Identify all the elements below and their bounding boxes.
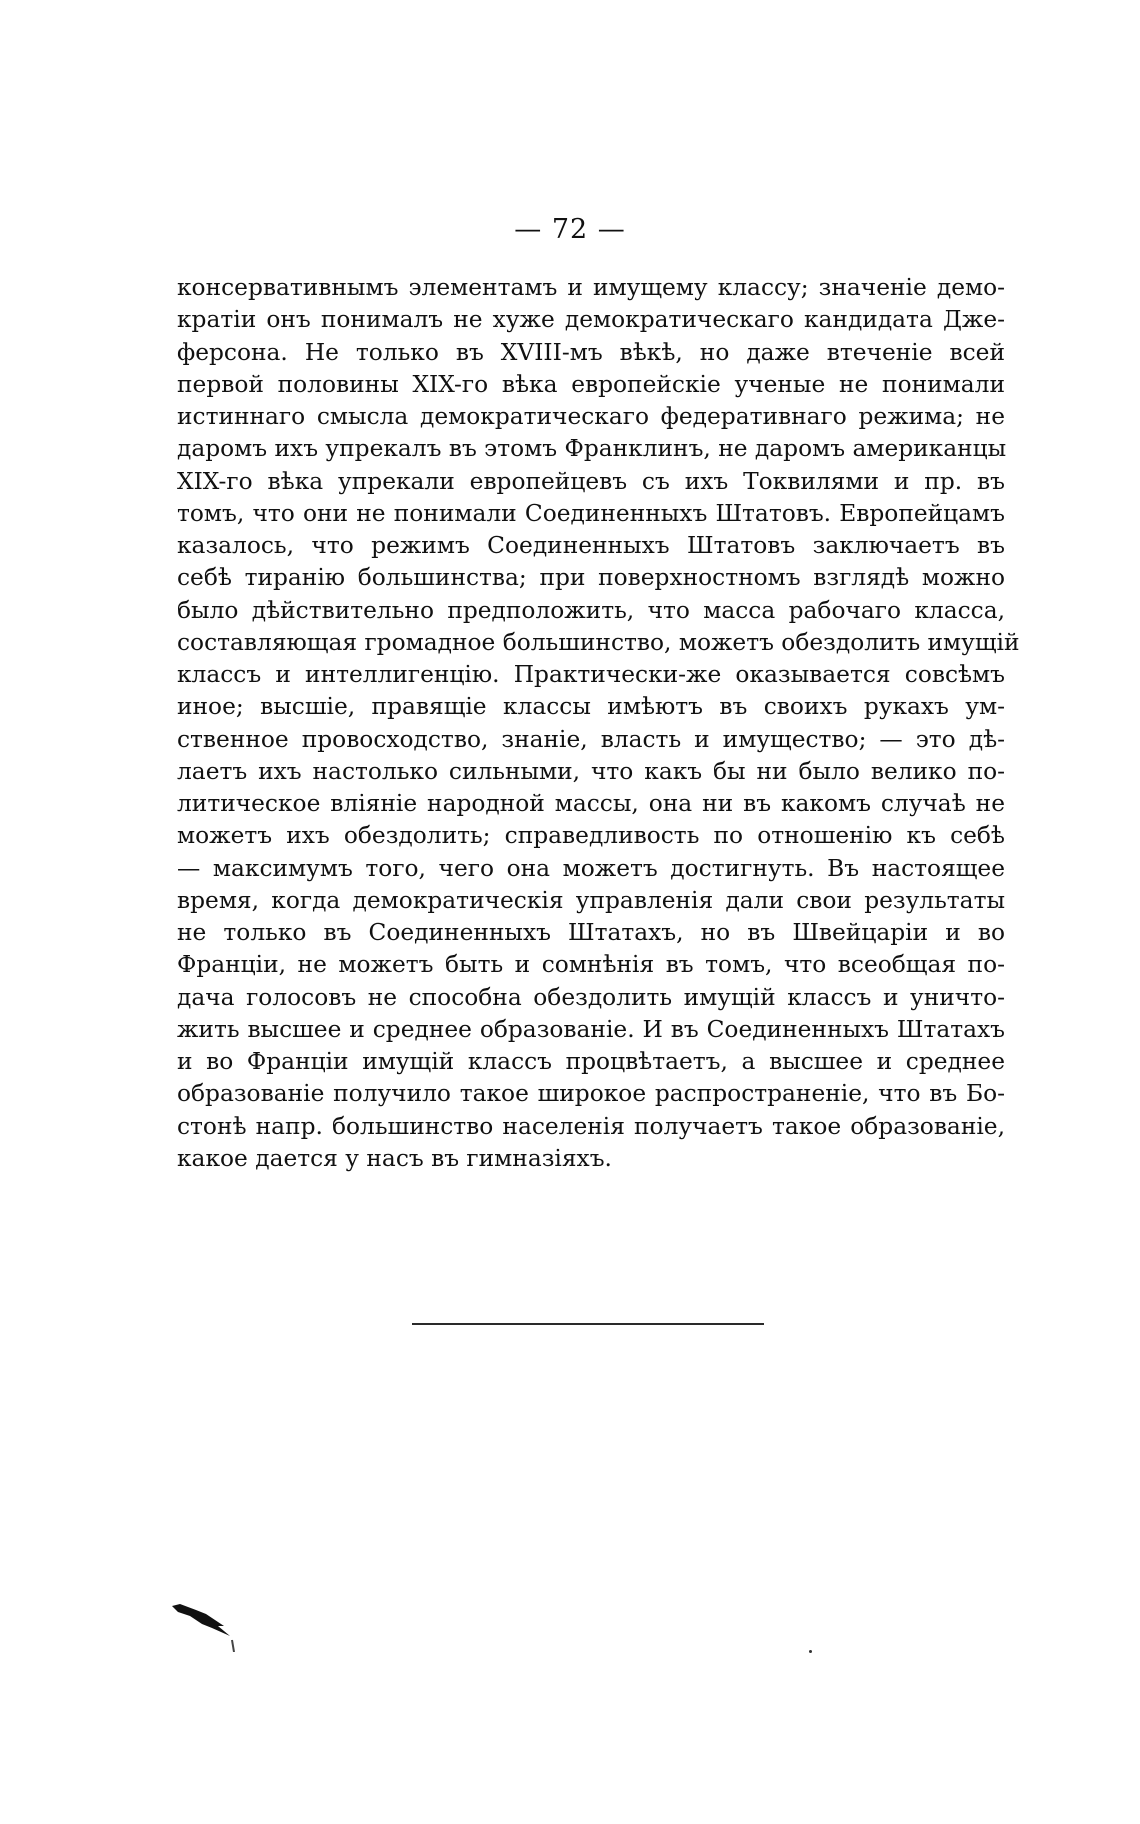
text-line: Франціи, не можетъ быть и сомнѣнія въ томъ, что всеобщая по- bbox=[177, 951, 1005, 979]
text-line: какое дается у насъ въ гимназіяхъ. bbox=[177, 1144, 612, 1172]
text-line: XIX-го вѣка упрекали европейцевъ съ ихъ Токвилями и пр. въ bbox=[177, 467, 1005, 495]
text-line: литическое вліяніе народной массы, она ни въ какомъ случаѣ не bbox=[177, 790, 1005, 817]
text-line: ственное провосходство, знаніе, власть и имущество; — это дѣ- bbox=[177, 725, 1005, 753]
text-line: было дѣйствительно предположить, что масса рабочаго класса, bbox=[177, 596, 1005, 624]
text-line: не только въ Соединенныхъ Штатахъ, но въ Швейцаріи и во bbox=[177, 919, 1005, 946]
text-line: дача голосовъ не способна обездолить имущій классъ и уничто- bbox=[177, 983, 1005, 1011]
scan-artifact-mark bbox=[172, 1604, 242, 1652]
text-line: себѣ тиранію большинства; при поверхностномъ взглядѣ можно bbox=[177, 564, 1005, 592]
text-line: жить высшее и среднее образованіе. И въ Соединенныхъ Штатахъ bbox=[177, 1015, 1005, 1043]
page-number: — 72 — bbox=[514, 214, 626, 245]
text-line: даромъ ихъ упрекалъ въ этомъ Франклинъ, не даромъ американцы bbox=[177, 435, 1007, 463]
text-line: казалось, что режимъ Соединенныхъ Штатовъ заключаетъ въ bbox=[177, 532, 1005, 559]
closing-rule bbox=[412, 1323, 764, 1325]
text-line: томъ, что они не понимали Соединенныхъ Штатовъ. Европейцамъ bbox=[177, 499, 1005, 527]
text-line: — максимумъ того, чего она можетъ достигнуть. Въ настоящее bbox=[177, 854, 1005, 882]
text-line: первой половины XIX-го вѣка европейскіе ученые не понимали bbox=[177, 370, 1005, 398]
text-line: образованіе получило такое широкое распространеніе, что въ Бо- bbox=[177, 1080, 1005, 1108]
text-line: истиннаго смысла демократическаго федеративнаго режима; не bbox=[177, 403, 1005, 430]
text-line: можетъ ихъ обездолить; справедливость по отношенію къ себѣ bbox=[177, 822, 1005, 850]
text-line: лаетъ ихъ настолько сильными, что какъ бы ни было велико по- bbox=[177, 757, 1005, 785]
text-line: консервативнымъ элементамъ и имущему классу; значеніе демо- bbox=[177, 274, 1005, 301]
text-line: ферсона. Не только въ XVIII-мъ вѣкѣ, но даже втеченіе всей bbox=[177, 338, 1005, 366]
text-line: классъ и интеллигенцію. Практически-же оказывается совсѣмъ bbox=[177, 661, 1005, 688]
text-line: время, когда демократическія управленія дали свои результаты bbox=[177, 886, 1005, 914]
scan-artifact-dot bbox=[809, 1650, 812, 1653]
text-line: и во Франціи имущій классъ процвѣтаетъ, а высшее и среднее bbox=[177, 1048, 1005, 1075]
text-line: кратіи онъ понималъ не хуже демократическаго кандидата Дже- bbox=[177, 306, 1005, 334]
text-line: иное; высшіе, правящіе классы имѣютъ въ своихъ рукахъ ум- bbox=[177, 693, 1005, 721]
text-line: стонѣ напр. большинство населенія получаетъ такое образованіе, bbox=[177, 1112, 1005, 1140]
text-line: составляющая громадное большинство, можетъ обездолить имущій bbox=[177, 628, 1020, 656]
body-paragraph bbox=[177, 272, 1020, 1175]
